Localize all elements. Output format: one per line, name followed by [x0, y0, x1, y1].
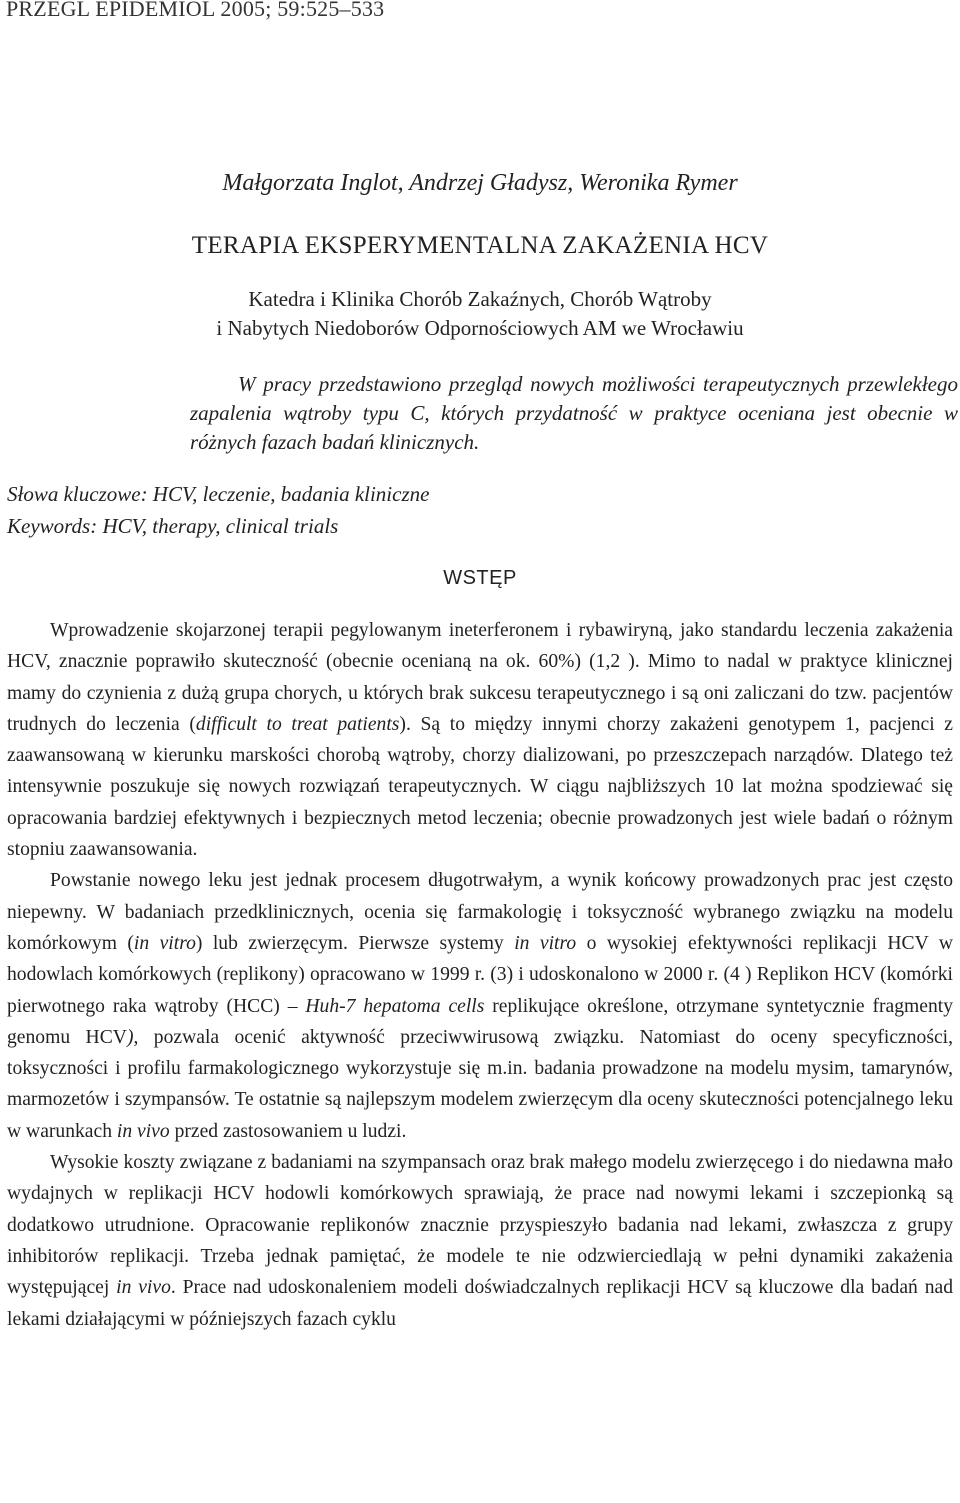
article-title: TERAPIA EKSPERYMENTALNA ZAKAŻENIA HCV: [191, 232, 769, 259]
keywords-polish: Słowa kluczowe: HCV, leczenie, badania kliniczne: [7, 482, 430, 506]
p2-text-e: o wysokiej efektywności replikacji HCV w hodowlach komórkowych (replikony) opracowano w 1999 r. (3) i udoskonalono w 2000 r. (4 ) Replikon HCV (komórki pierwotnego raka wątroby (HCC) –: [7, 932, 953, 1017]
p2-italic-f: Huh-7 hepatoma cells: [305, 995, 485, 1017]
paragraph-3: [7, 1147, 953, 1335]
p2-italic-h: ): [126, 1026, 134, 1048]
p2-text-k: przed zastosowaniem u ludzi.: [169, 1120, 407, 1142]
keywords-english: Keywords: HCV, therapy, clinical trials: [7, 514, 339, 538]
paragraph-1: [7, 615, 953, 865]
p2-text-i: , pozwala ocenić aktywność przeciwwirusową związku. Natomiast do oceny specyficzności, toksyczności i profilu farmakologicznego wykorzystuje się m.in. badania prowadzone na modelu mysim, tamarynów, marmozetów i szympansów. Te ostatnie są najlepszym modelem zwierzęcym dla oceny skuteczności potencjalnego leku w warunkach: [7, 1026, 953, 1142]
section-heading: WSTĘP: [443, 567, 517, 589]
affiliation: [0, 285, 960, 343]
p3-text-a: Wysokie koszty związane z badaniami na szympansach oraz brak małego modelu zwierzęcego i do niedawna mało wydajnych w replikacji HCV hodowli komórkowych sprawiają, że prace nad nowymi lekami i szczepionką są dodatkowo utrudnione. Opracowanie replikonów znacznie przyspieszyło badania nad lekami, zwłaszcza z grupy inhibitorów replikacji. Trzeba jednak pamiętać, że modele te nie odzwierciedlają w pełni dynamiki zakażenia występującej: [7, 1152, 953, 1299]
journal-header: PRZEGL EPIDEMIOL 2005; 59:525–533: [6, 0, 385, 21]
affiliation-line-2: i Nabytych Niedoborów Odpornościowych AM we Wrocławiu: [216, 316, 744, 340]
p2-text-a: Powstanie nowego leku jest jednak procesem długotrwałym, a wynik końcowy prowadzonych prac jest często niepewny. W badaniach przedklinicznych, ocenia się farmakologię i toksyczność wybranego związku na modelu komórkowym (: [7, 870, 953, 954]
body-text: [7, 615, 953, 1335]
p2-italic-d: in vitro: [514, 932, 577, 954]
affiliation-line-1: Katedra i Klinika Chorób Zakaźnych, Chorób Wątroby: [248, 287, 712, 311]
p1-text-a: Wprowadzenie skojarzonej terapii pegylowanym ineterferonem i rybawiryną, jako standardu leczenia zakażenia HCV, znacznie poprawiło skuteczność (obecnie ocenianą na ok. 60%) (1,2 ). Mimo to nadal w praktyce klinicznej mamy do czynienia z dużą grupa chorych, u których brak sukcesu terapeutycznego i są oni zaliczani do tzw. pacjentów trudnych do leczenia (: [7, 620, 953, 735]
paragraph-2: [7, 865, 953, 1147]
p2-text-g: replikujące określone, otrzymane syntetycznie fragmenty genomu HCV: [7, 995, 953, 1048]
p1-italic-b: difficult to treat patients: [195, 713, 400, 735]
p1-text-c: ). Są to między innymi chorzy zakażeni genotypem 1, pacjenci z zaawansowaną w kierunku marskości chorobą wątroby, chorzy dializowani, po przeszczepach narządów. Dlatego też intensywnie poszukuje się nowych rozwiązań terapeutycznych. W ciągu najbliższych 10 lat można spodziewać się opracowania bardziej efektywnych i bezpiecznych metod leczenia; obecnie prowadzonych jest wiele badań o różnym stopniu zaawansowania.: [7, 713, 954, 861]
authors: Małgorzata Inglot, Andrzej Gładysz, Weronika Rymer: [222, 170, 738, 196]
p2-italic-j: in vivo: [116, 1120, 170, 1142]
p3-text-c: . Prace nad udoskonaleniem modeli doświadczalnych replikacji HCV są kluczowe dla badań nad lekami działającymi w późniejszych fazach cyklu: [7, 1277, 953, 1330]
p2-italic-b: in vitro: [133, 932, 196, 954]
abstract: W pracy przedstawiono przegląd nowych możliwości terapeutycznych przewlekłego zapalenia wątroby typu C, których przydatność w praktyce oceniana jest obecnie w różnych fazach badań klinicznych.: [190, 372, 958, 454]
p2-text-c: ) lub zwierzęcym. Pierwsze systemy: [195, 932, 515, 954]
p3-italic-b: in vivo: [116, 1277, 171, 1299]
